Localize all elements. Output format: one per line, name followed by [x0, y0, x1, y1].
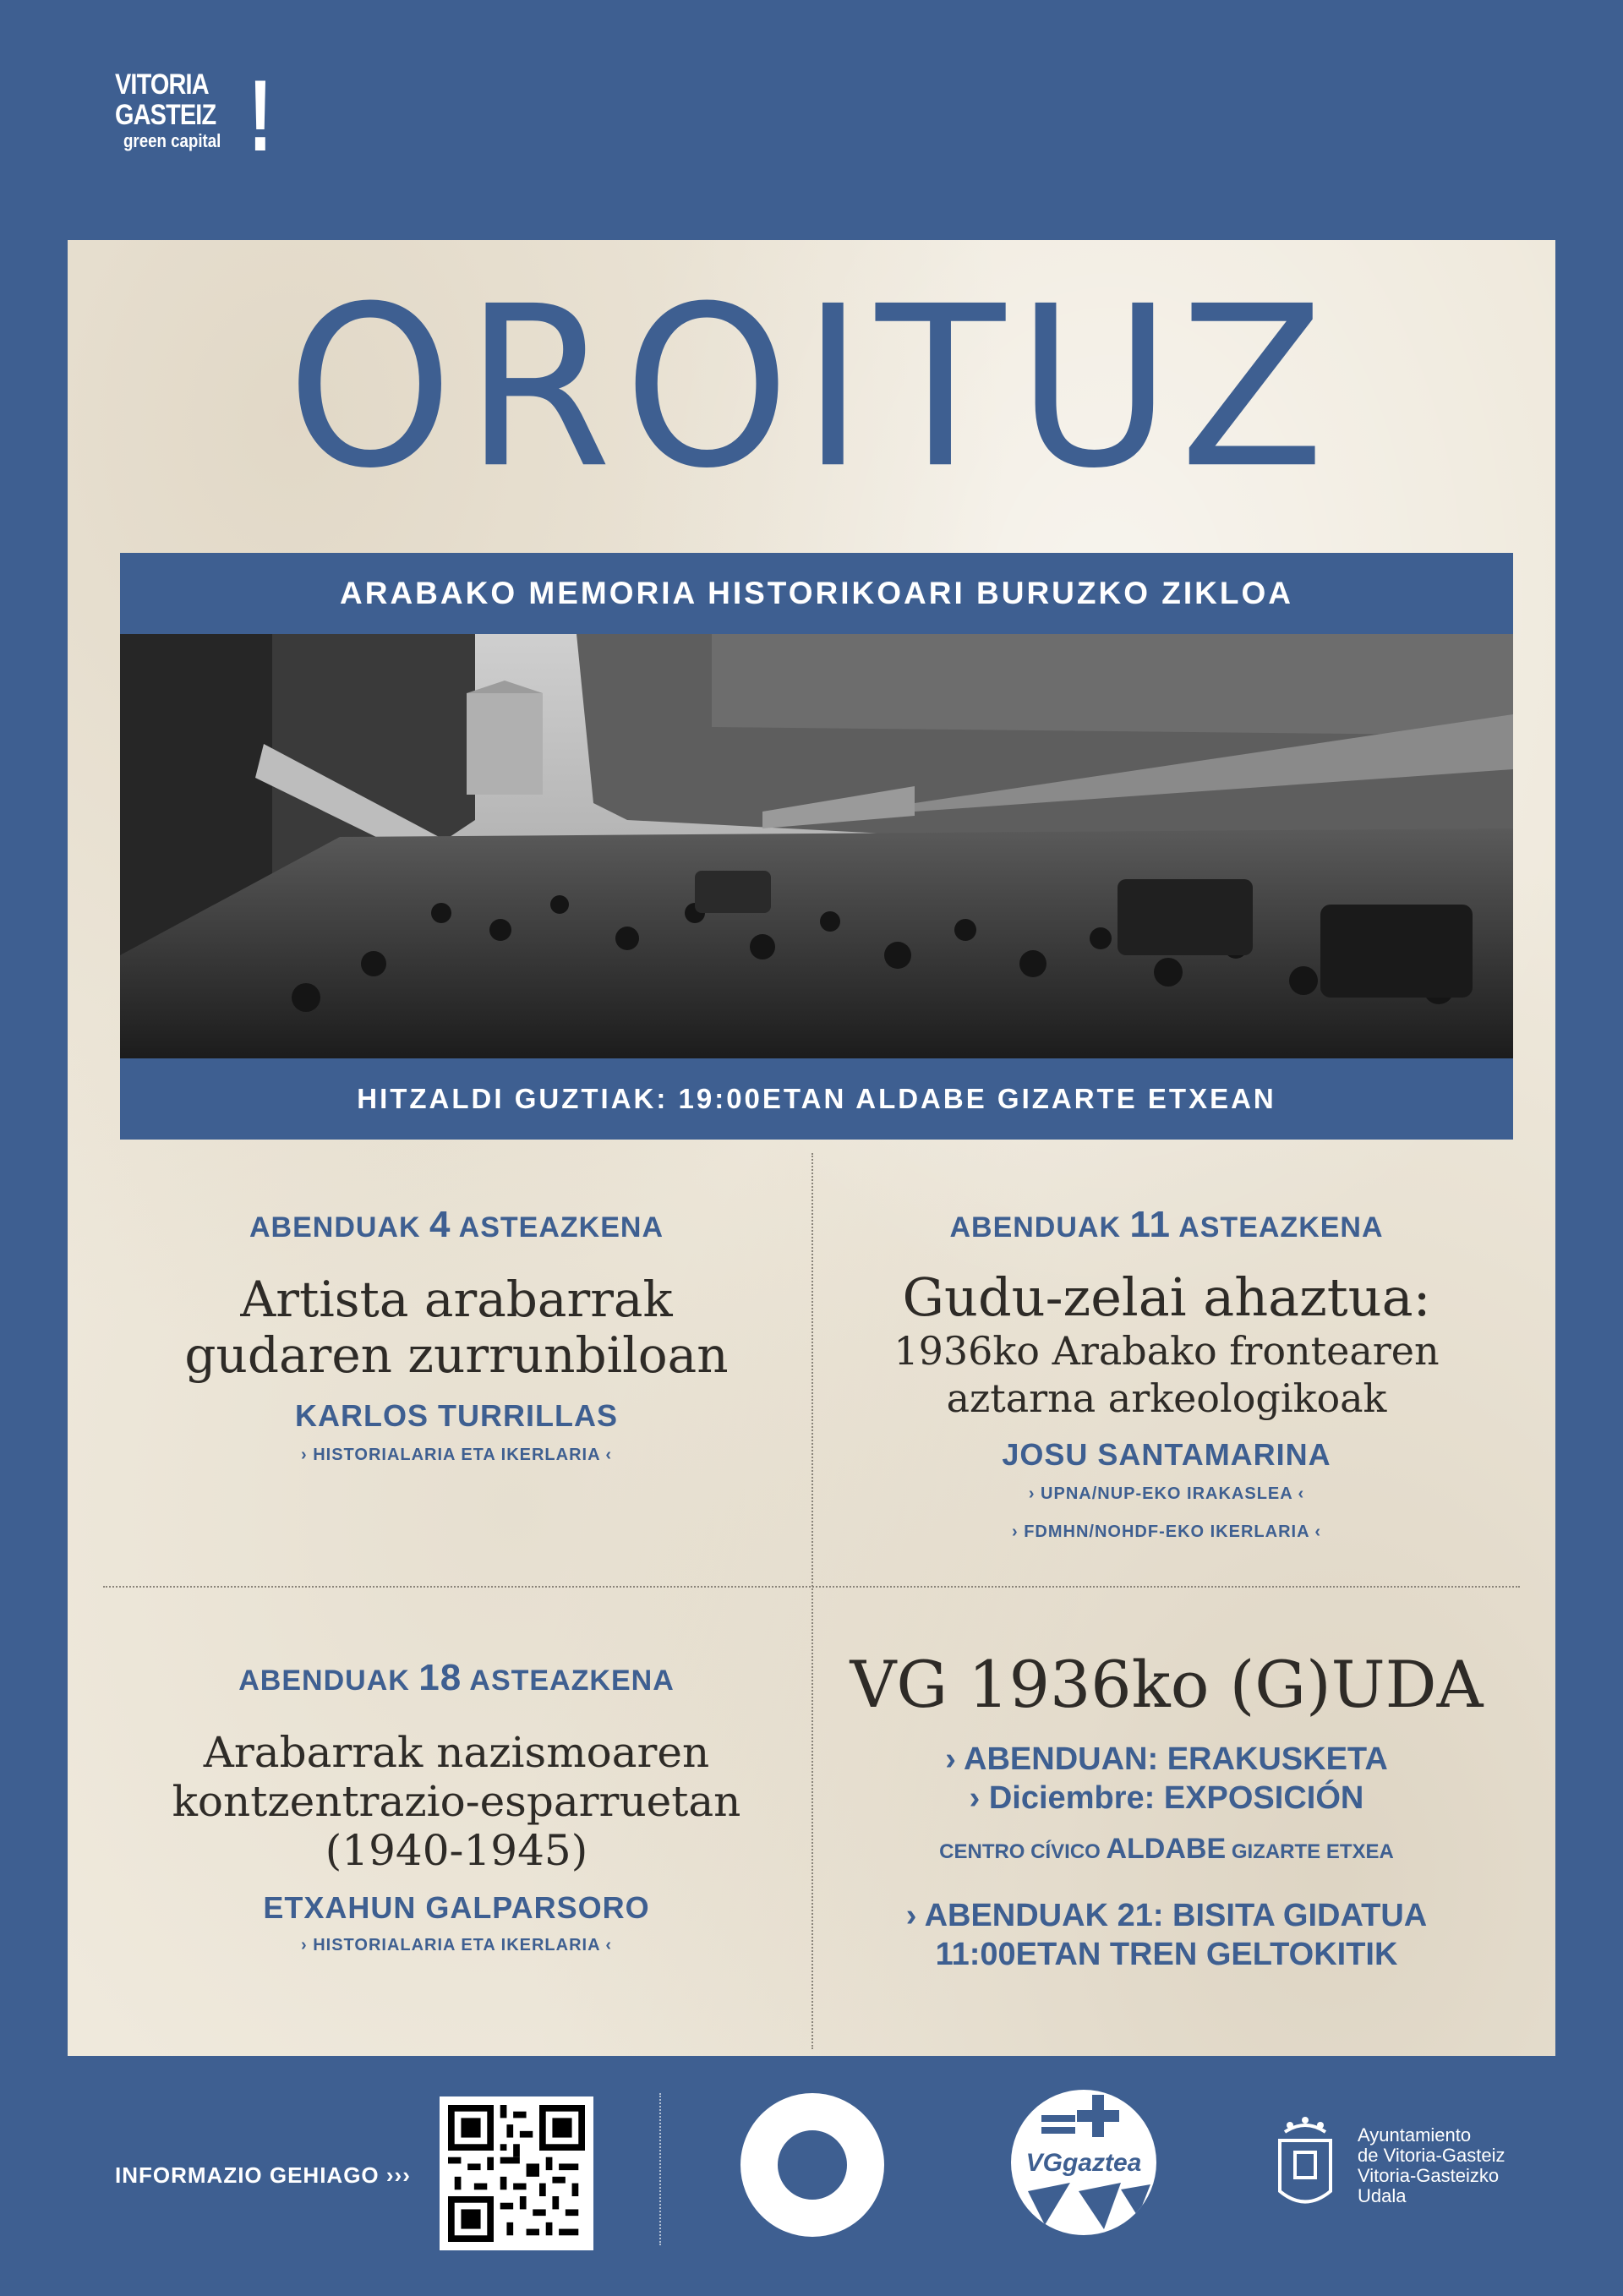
exhibition-title: VG 1936ko (G)UDA [850, 1647, 1484, 1722]
qr-code-pattern [448, 2105, 585, 2242]
logo-line-2: GASTEIZ [115, 99, 216, 131]
oroituz-ring-logo [740, 2093, 884, 2237]
speaker-name: ETXAHUN GALPARSORO [263, 1890, 650, 1925]
exhibition-line-es [813, 1779, 1520, 1818]
logo-mark: ! [249, 59, 272, 172]
logo-line-3: green capital [123, 130, 221, 151]
subtitle-band: ARABAKO MEMORIA HISTORIKOARI BURUZKO ZIKLOA [120, 553, 1513, 634]
city-shield-icon [1273, 2115, 1337, 2217]
speaker-role: › FDMHN/NOHDF-EKO IKERLARIA ‹ [1011, 1522, 1321, 1541]
talk-title-line: gudaren zurrunbiloan [184, 1326, 729, 1384]
exhibition-label: › Diciembre: [969, 1780, 1164, 1816]
exhibition-card [813, 1648, 1520, 1974]
speaker-role: › UPNA/NUP-EKO IRAKASLEA ‹ [1028, 1484, 1305, 1503]
city-council-line: Ayuntamiento [1358, 2124, 1472, 2146]
talk-subtitle-line: aztarna arkeologikoak [946, 1375, 1387, 1421]
date-month: ABENDUAK [249, 1211, 421, 1244]
event-card-3 [103, 1657, 810, 1955]
speaker-name: KARLOS TURRILLAS [295, 1398, 618, 1433]
date-day: 11 [1129, 1204, 1171, 1245]
city-council-line: Udala [1358, 2185, 1407, 2206]
street-photo-illustration [120, 634, 1513, 1058]
talk-title [103, 1271, 810, 1383]
qr-code[interactable] [440, 2096, 593, 2250]
city-council-label [1358, 2125, 1505, 2206]
date-day: 18 [418, 1657, 462, 1698]
exhibition-label: › ABENDUAN: [945, 1741, 1167, 1777]
date-day: 4 [429, 1204, 451, 1245]
date-weekday: ASTEAZKENA [1178, 1211, 1384, 1244]
vitoria-gasteiz-logo [115, 59, 276, 172]
speaker-name: JOSU SANTAMARINA [1002, 1437, 1331, 1472]
exhibition-value: EXPOSICIÓN [1163, 1780, 1364, 1816]
date-weekday: ASTEAZKENA [469, 1665, 675, 1697]
talk-title-line: Arabarrak nazismoaren [203, 1728, 710, 1777]
city-council-line: de Vitoria-Gasteiz [1358, 2145, 1506, 2166]
guided-visit [813, 1896, 1520, 1974]
talk-title [103, 1728, 810, 1875]
guided-visit-line: 11:00ETAN TREN GELTOKITIK [935, 1937, 1398, 1972]
talk-title-line: kontzentrazio-esparruetan [172, 1777, 741, 1826]
talk-title-line: (1940-1945) [325, 1826, 588, 1875]
event-date [813, 1204, 1520, 1246]
poster-paper [68, 240, 1555, 2056]
date-weekday: ASTEAZKENA [458, 1211, 664, 1244]
guided-visit-line: › ABENDUAK 21: BISITA GIDATUA [905, 1898, 1428, 1933]
horizontal-divider [103, 1586, 1520, 1588]
venue-prefix: CENTRO CÍVICO [939, 1840, 1107, 1863]
footer-separator [659, 2093, 661, 2245]
schedule-band: HITZALDI GUZTIAK: 19:00ETAN ALDABE GIZARTE ETXEAN [120, 1058, 1513, 1140]
event-card-1 [103, 1204, 810, 1465]
talk-title-line: Artista arabarrak [240, 1271, 673, 1328]
speaker-role: › HISTORIALARIA ETA IKERLARIA ‹ [300, 1936, 613, 1954]
venue-suffix: GIZARTE ETXEA [1226, 1840, 1394, 1863]
talk-subtitle [813, 1327, 1520, 1422]
date-month: ABENDUAK [949, 1211, 1122, 1244]
event-card-2 [813, 1204, 1520, 1542]
logo-line-1: VITORIA [115, 68, 209, 101]
talk-title-main: Gudu-zelai ahaztua: [902, 1266, 1431, 1328]
event-date [103, 1204, 810, 1246]
footer [0, 2056, 1623, 2296]
exhibition-venue [813, 1833, 1520, 1866]
exhibition-value: ERAKUSKETA [1167, 1741, 1388, 1777]
exhibition-line-eu [813, 1740, 1520, 1779]
date-month: ABENDUAK [238, 1665, 410, 1697]
city-council-line: Vitoria-Gasteizko [1358, 2165, 1500, 2186]
venue-name: ALDABE [1106, 1833, 1227, 1865]
vggaztea-label: VGgaztea [1025, 2149, 1142, 2177]
speaker-role: › HISTORIALARIA ETA IKERLARIA ‹ [300, 1446, 613, 1464]
talk-subtitle-line: 1936ko Arabako frontearen [893, 1328, 1440, 1374]
more-info-label: INFORMAZIO GEHIAGO ››› [115, 2162, 411, 2188]
vggaztea-logo [1011, 2090, 1156, 2235]
poster-title: OROITUZ [287, 258, 1336, 517]
exhibition-dates [813, 1740, 1520, 1818]
event-date [103, 1657, 810, 1699]
historic-street-photo [120, 634, 1513, 1058]
